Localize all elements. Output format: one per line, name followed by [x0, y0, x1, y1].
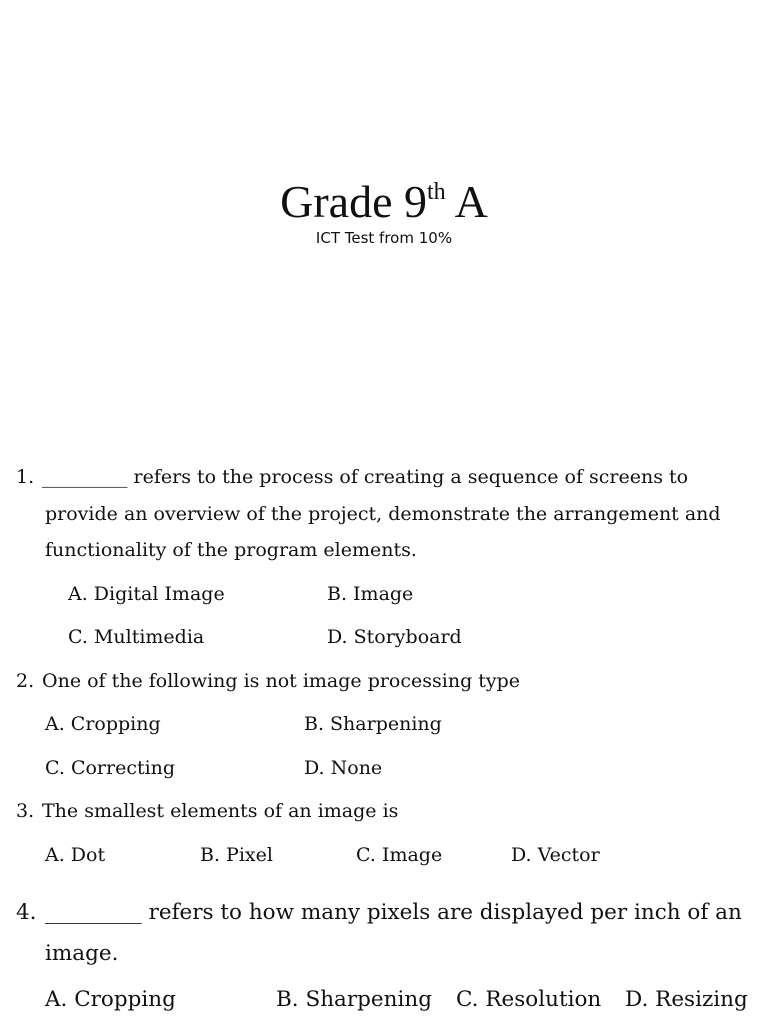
title-main: Grade 9	[280, 176, 427, 227]
question-1-text-line-3: functionality of the program elements.	[45, 539, 417, 561]
question-3-option-a: A. Dot	[45, 844, 106, 866]
question-3-option-b: B. Pixel	[200, 844, 273, 866]
question-2-option-b: B. Sharpening	[304, 713, 442, 735]
question-4-option-d: D. Resizing	[625, 987, 748, 1012]
question-2-option-d: D. None	[304, 757, 383, 779]
question-3-option-c: C. Image	[356, 844, 443, 866]
question-4-option-c: C. Resolution	[456, 987, 602, 1012]
question-4-option-a: A. Cropping	[45, 987, 176, 1012]
page-title	[0, 164, 768, 230]
question-4-text-line-1: _________ refers to how many pixels are displayed per inch of an	[45, 900, 742, 925]
question-2-text: One of the following is not image processing type	[42, 670, 521, 692]
question-1-number: 1.	[16, 466, 35, 488]
question-1-option-b: B. Image	[327, 583, 414, 605]
page-subtitle: ICT Test from 10%	[315, 229, 453, 247]
title-superscript: th	[427, 179, 446, 205]
question-4-number: 4.	[16, 900, 37, 925]
question-1-text-line-1: _________ refers to the process of creating a sequence of screens to	[42, 466, 689, 488]
question-2-option-a: A. Cropping	[45, 713, 161, 735]
question-1-option-c: C. Multimedia	[68, 626, 205, 648]
question-3-number: 3.	[16, 800, 35, 822]
question-2-option-c: C. Correcting	[45, 757, 176, 779]
question-1-option-a: A. Digital Image	[68, 583, 225, 605]
question-1-text-line-2: provide an overview of the project, demonstrate the arrangement and	[45, 503, 721, 525]
question-3-option-d: D. Vector	[511, 844, 600, 866]
question-4-text-line-2: image.	[45, 941, 119, 966]
question-4-option-b: B. Sharpening	[276, 987, 432, 1012]
title-end: A	[445, 176, 488, 227]
question-3-text: The smallest elements of an image is	[42, 800, 399, 822]
question-1-option-d: D. Storyboard	[327, 626, 462, 648]
question-2-number: 2.	[16, 670, 35, 692]
